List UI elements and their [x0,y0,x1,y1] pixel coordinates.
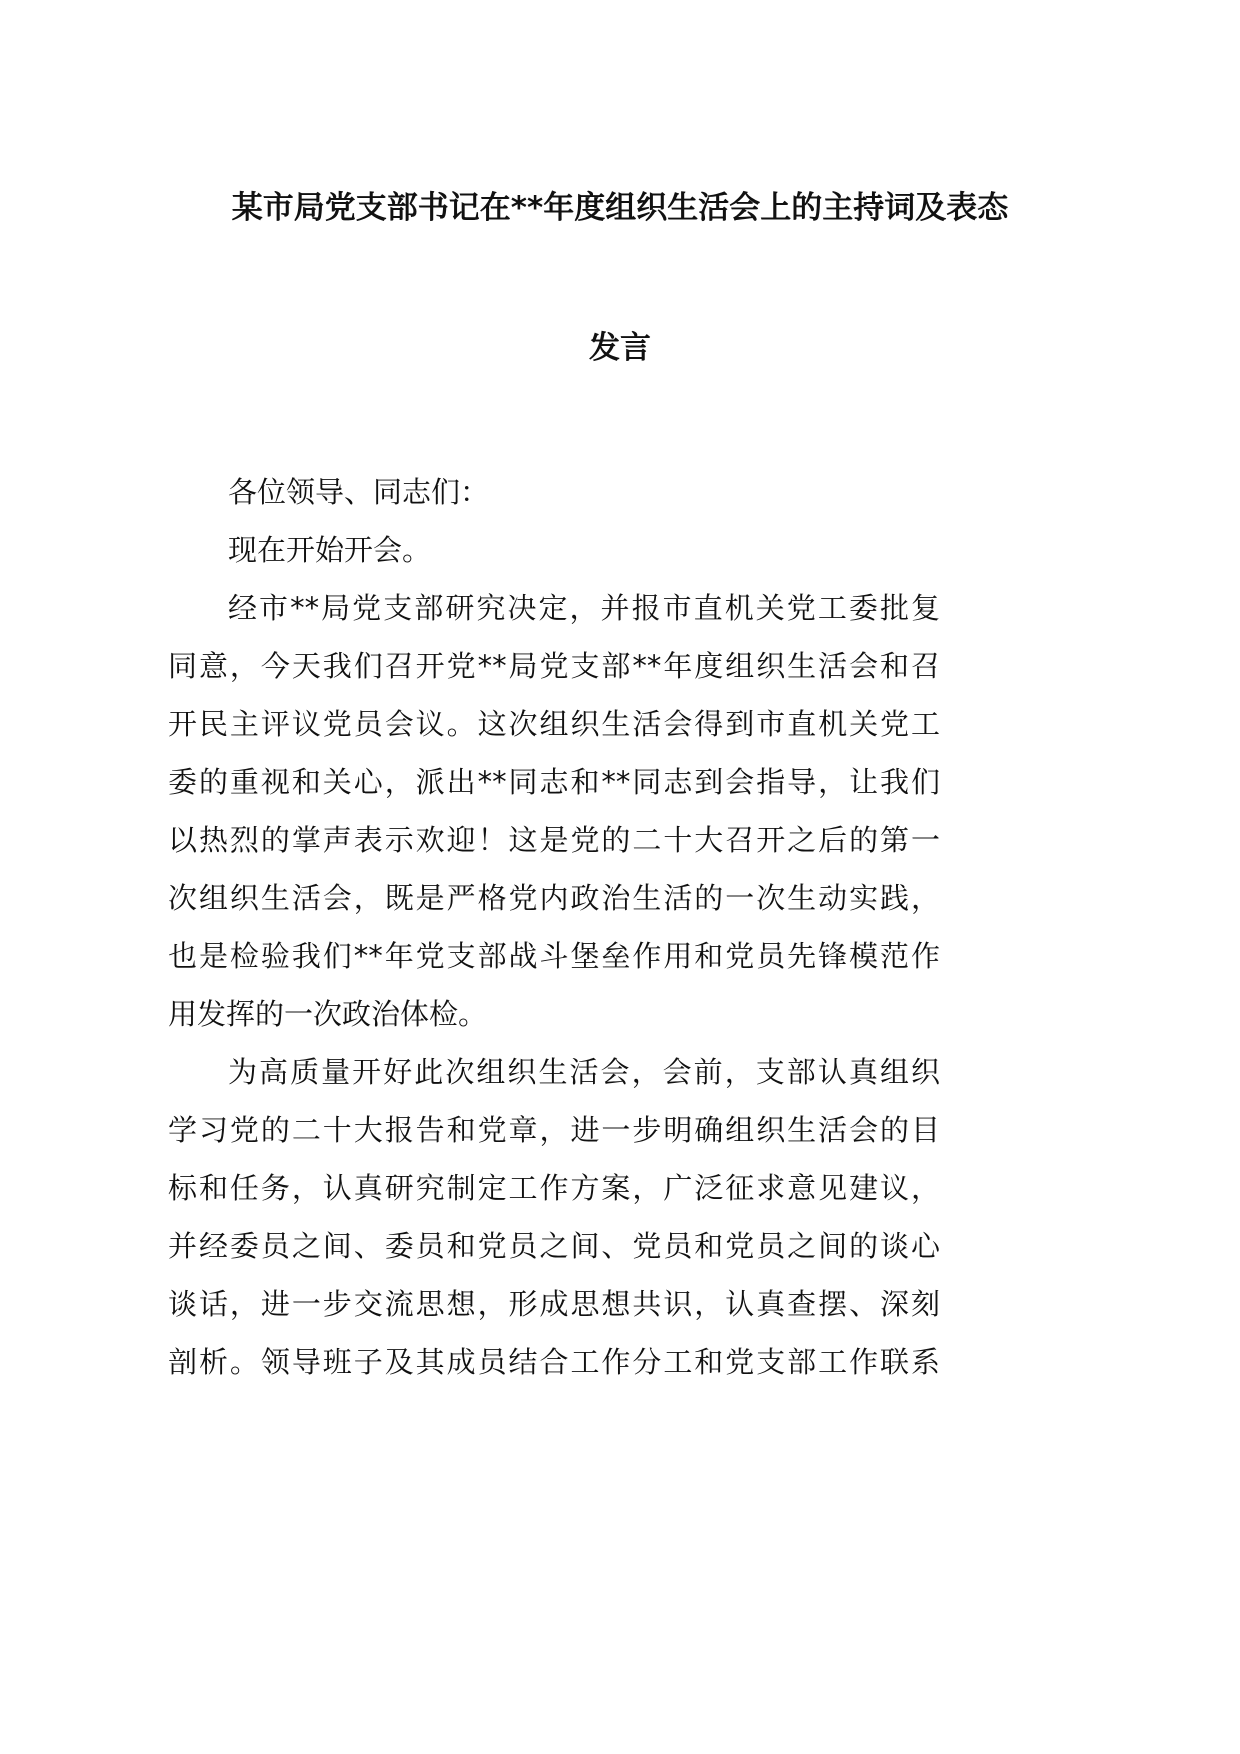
body-text-line: 标和任务，认真研究制定工作方案，广泛征求意见建议， [168,1171,940,1205]
body-text-line: 用发挥的一次政治体检。 [168,997,488,1031]
body-text-line: 各位领导、同志们： [228,475,490,509]
body-text-line: 并经委员之间、委员和党员之间、党员和党员之间的谈心 [168,1229,940,1263]
document-title-line-1: 某市局党支部书记在**年度组织生活会上的主持词及表态 [231,190,1009,226]
body-text-line: 为高质量开好此次组织生活会，会前，支部认真组织 [228,1055,940,1089]
body-text-line: 同意，今天我们召开党**局党支部**年度组织生活会和召 [168,649,940,683]
body-text-line: 学习党的二十大报告和党章，进一步明确组织生活会的目 [168,1113,940,1147]
body-text-line: 剖析。领导班子及其成员结合工作分工和党支部工作联系 [168,1345,940,1379]
body-text-line: 也是检验我们**年党支部战斗堡垒作用和党员先锋模范作 [168,939,940,973]
body-text-line: 经市**局党支部研究决定，并报市直机关党工委批复 [228,591,940,625]
body-text-line: 谈话，进一步交流思想，形成思想共识，认真查摆、深刻 [168,1287,940,1321]
document-title-line-2: 发言 [589,330,651,366]
body-text-line: 开民主评议党员会议。这次组织生活会得到市直机关党工 [168,707,940,741]
body-text-line: 以热烈的掌声表示欢迎！这是党的二十大召开之后的第一 [168,823,940,857]
body-text-line: 委的重视和关心，派出**同志和**同志到会指导，让我们 [168,765,940,799]
body-text-line: 现在开始开会。 [228,533,432,567]
body-text-line: 次组织生活会，既是严格党内政治生活的一次生动实践， [168,881,940,915]
